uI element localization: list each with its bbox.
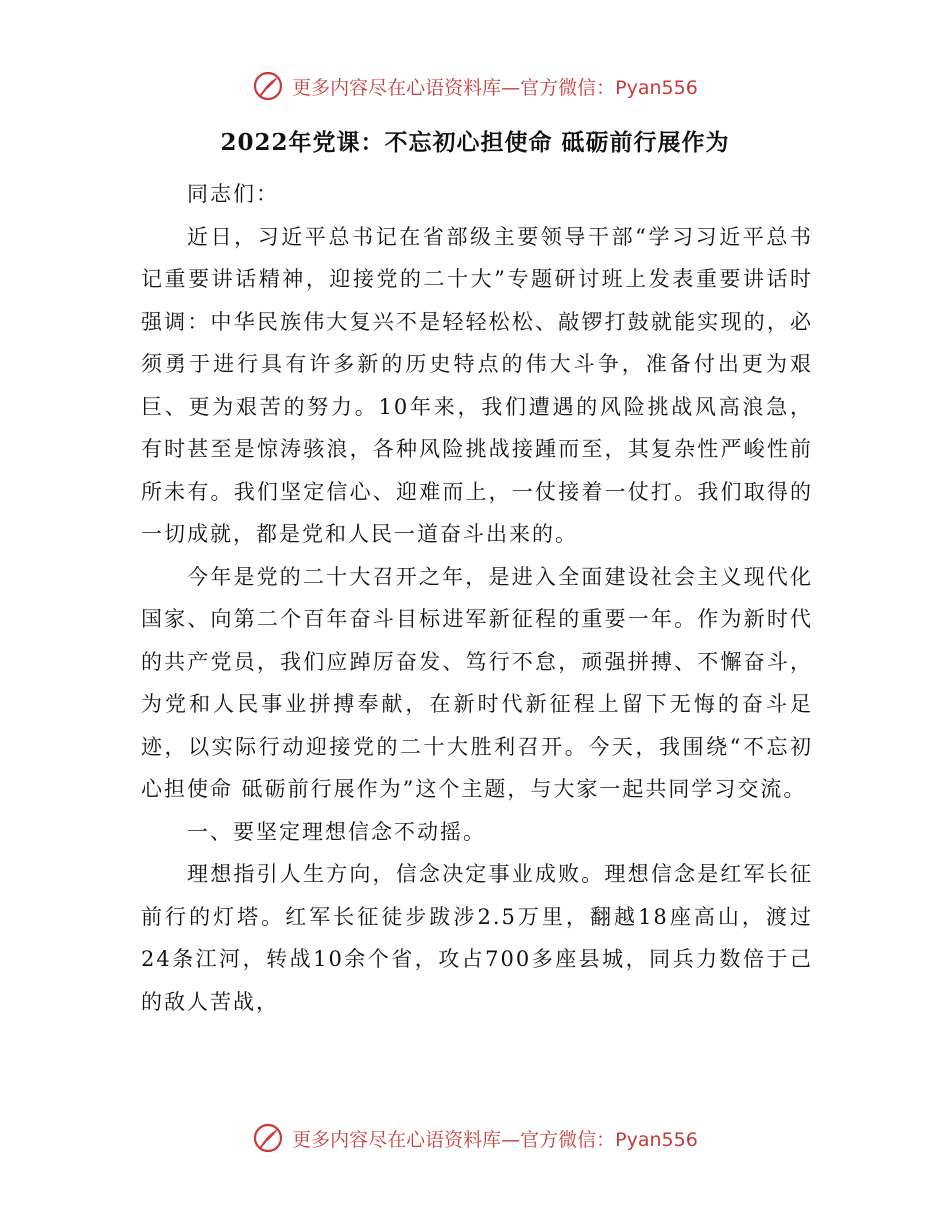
paragraph-1: 近日，习近平总书记在省部级主要领导干部“学习习近平总书记重要讲话精神，迎接党的二十大”专题研讨班上发表重要讲话时强调：中华民族伟大复兴不是轻轻松松、敲锣打鼓就能实现的，必须勇于进行具有许多新的历史特点的伟大斗争，准备付出更为艰巨、更为艰苦的努力。10年来，我们遭遇的风险挑战风高浪急，有时甚至是惊涛骇浪，各种风险挑战接踵而至，其复杂性严峻性前所未有。我们坚定信心、迎难而上，一仗接着一仗打。我们取得的一切成就，都是党和人民一道奋斗出来的。	[141, 224, 813, 546]
paragraph-3: 理想指引人生方向，信念决定事业成败。理想信念是红军长征前行的灯塔。红军长征徒步跋涉2.5万里，翻越18座高山，渡过24条江河，转战10余个省，攻占700多座县城，同兵力数倍于己的敌人苦战，	[141, 862, 813, 1014]
header-watermark-text: 更多内容尽在心语资料库—官方微信：Pyan556	[292, 76, 698, 99]
document-body	[141, 173, 813, 1023]
salutation: 同志们：	[187, 182, 279, 206]
footer-watermark-banner	[0, 1122, 950, 1154]
paragraph-2: 今年是党的二十大召开之年，是进入全面建设社会主义现代化国家、向第二个百年奋斗目标进军新征程的重要一年。作为新时代的共产党员，我们应踔厉奋发、笃行不怠，顽强拼搏、不懈奋斗，为党和人民事业拼搏奉献，在新时代新征程上留下无悔的奋斗足迹，以实际行动迎接党的二十大胜利召开。今天，我围绕“不忘初心担使命 砥砺前行展作为”这个主题，与大家一起共同学习交流。	[141, 564, 813, 801]
header-watermark-banner	[0, 70, 950, 102]
document-title: 2022年党课：不忘初心担使命 砥砺前行展作为	[220, 129, 730, 156]
section-heading-1: 一、要坚定理想信念不动摇。	[187, 819, 486, 844]
feather-pen-logo-icon	[252, 70, 284, 102]
feather-pen-logo-icon	[252, 1122, 284, 1154]
footer-watermark-text: 更多内容尽在心语资料库—官方微信：Pyan556	[292, 1128, 698, 1151]
